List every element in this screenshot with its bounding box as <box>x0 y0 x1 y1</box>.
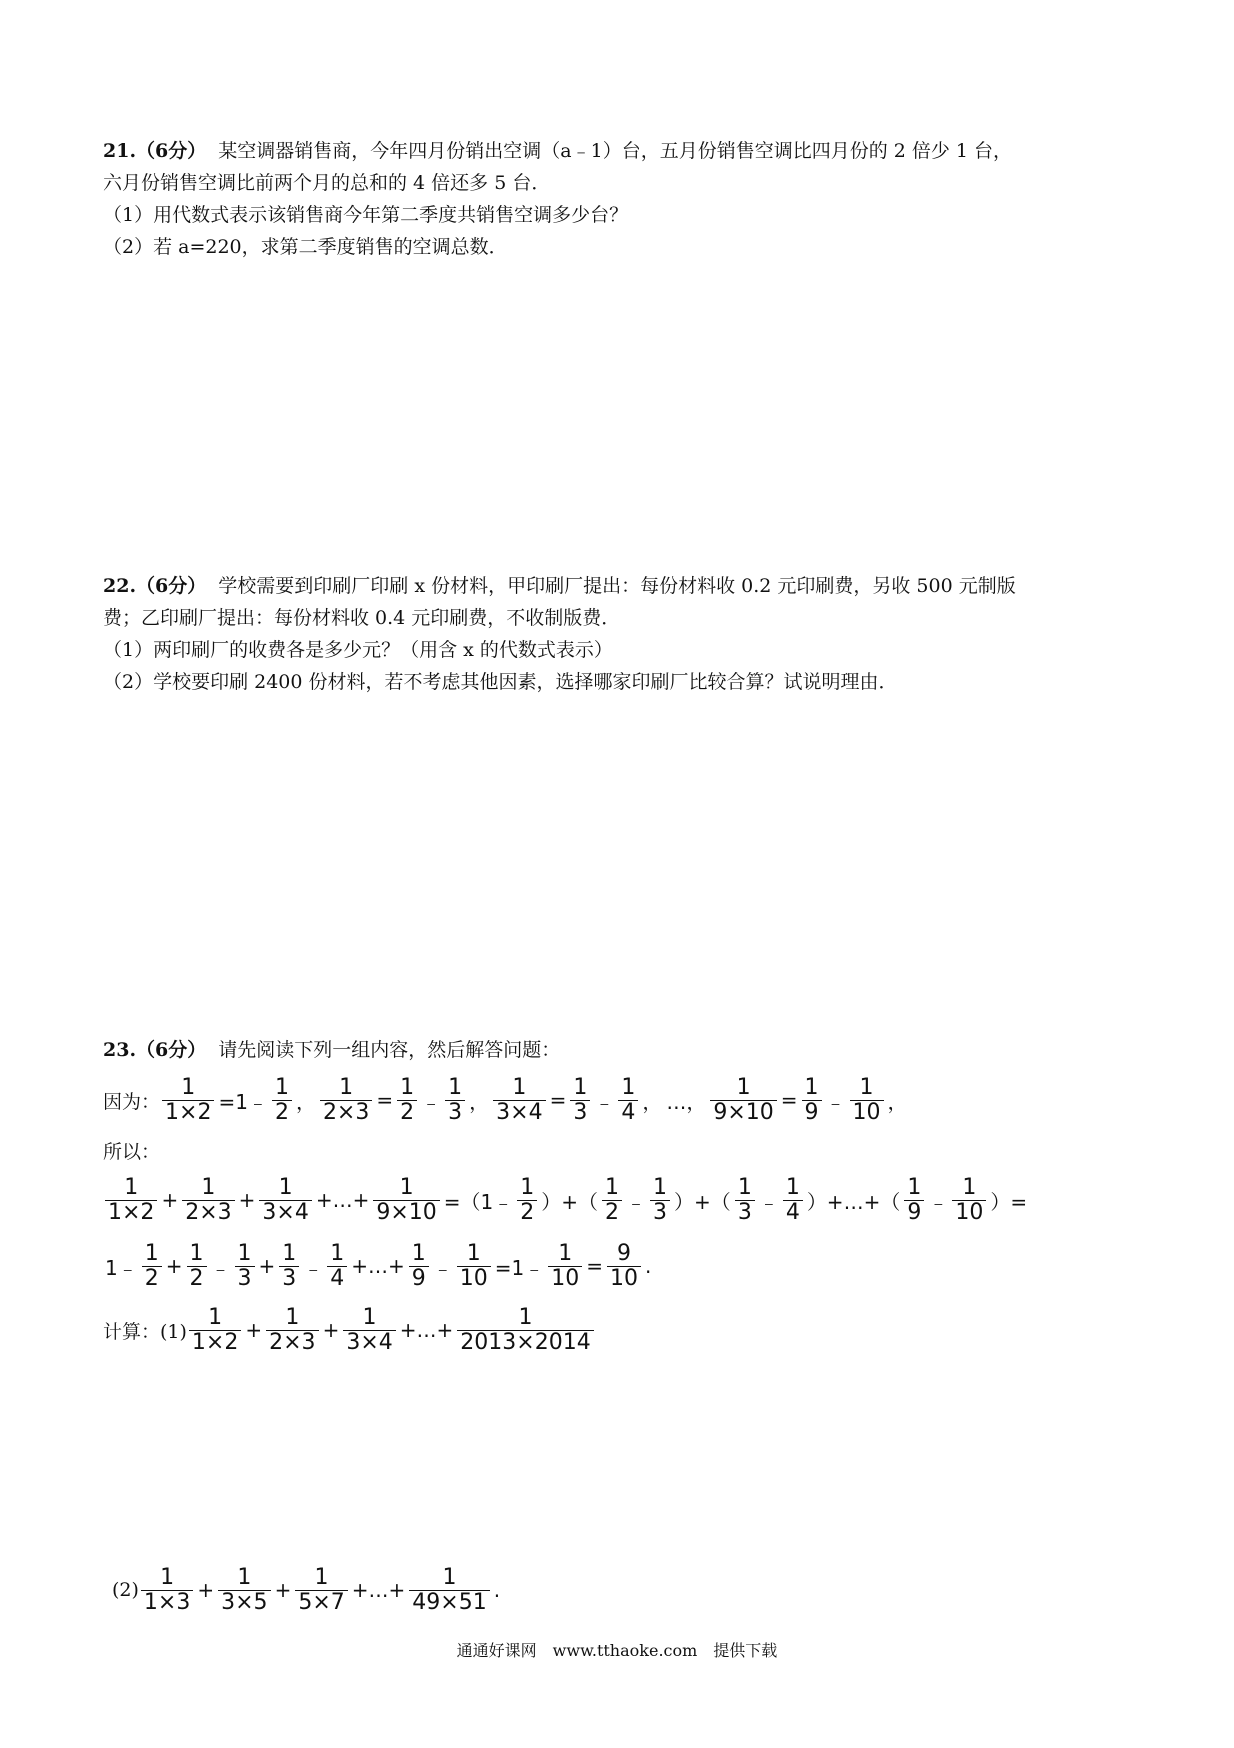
sub-question-1: （1）两印刷厂的收费各是多少元？（用含 x 的代数式表示） <box>103 639 613 661</box>
fraction: $\frac{1}{3\times 5}$ <box>218 1566 270 1615</box>
fraction: $\frac{1}{3}$ <box>650 1176 670 1225</box>
fraction: $\frac{1}{4}$ <box>618 1076 638 1125</box>
fraction: $\frac{1}{1\times 3}$ <box>141 1566 193 1615</box>
fraction: $\frac{1}{10}$ <box>850 1076 884 1125</box>
fraction: $\frac{1}{3}$ <box>445 1076 465 1125</box>
question-text: 费；乙印刷厂提出：每份材料收 0.4 元印刷费，不收制版费． <box>103 607 621 629</box>
calc-part-2: (2) $\frac{1}{1\times 3}$ + $\frac{1}{3\times 5}$ + $\frac{1}{5\times 7}$ +…+ $\frac{1}{49\times 51}$ . <box>112 1564 501 1615</box>
sub-question-1: （1）用代数式表示该销售商今年第二季度共销售空调多少台？ <box>103 204 629 226</box>
fraction: $\frac{1}{2}$ <box>602 1176 622 1225</box>
sub-question-2: （2）若 a=220，求第二季度销售的空调总数． <box>103 236 508 258</box>
fraction: $\frac{1}{3\times 4}$ <box>493 1076 545 1125</box>
question-number: 21.（6分） <box>103 140 207 162</box>
calc-part-1: 计算：(1) $\frac{1}{1\times 2}$ + $\frac{1}{2\times 3}$ + $\frac{1}{3\times 4}$ +…+ $\frac{1}{2013\times 2014}$ <box>103 1300 596 1360</box>
fraction: $\frac{1}{3}$ <box>735 1176 755 1225</box>
fraction: $\frac{1}{9\times 10}$ <box>710 1076 776 1125</box>
so-label: 所以： <box>103 1141 161 1163</box>
fraction: $\frac{1}{9}$ <box>802 1076 822 1125</box>
part2-label: (2) <box>112 1579 139 1601</box>
fraction: $\frac{1}{9}$ <box>409 1242 429 1291</box>
so-line <box>103 1136 1143 1168</box>
fraction: $\frac{1}{10}$ <box>548 1242 582 1291</box>
fraction: $\frac{1}{1\times 2}$ <box>162 1076 214 1125</box>
fraction: $\frac{1}{2}$ <box>142 1242 162 1291</box>
fraction: $\frac{1}{3}$ <box>570 1076 590 1125</box>
question-text: 某空调器销售商，今年四月份销出空调（a﹣1）台，五月份销售空调比四月份的 2 倍少 1 台， <box>218 140 1013 162</box>
fraction: $\frac{1}{1\times 2}$ <box>105 1176 157 1225</box>
question-number: 23.（6分） <box>103 1039 207 1061</box>
fraction: $\frac{1}{3}$ <box>235 1242 255 1291</box>
fraction: $\frac{1}{9\times 10}$ <box>373 1176 439 1225</box>
question-number: 22.（6分） <box>103 575 207 597</box>
fraction: $\frac{1}{5\times 7}$ <box>295 1566 347 1615</box>
question-text: 请先阅读下列一组内容，然后解答问题： <box>218 1039 561 1061</box>
fraction: $\frac{1}{4}$ <box>783 1176 803 1225</box>
sub-question-2: （2）学校要印刷 2400 份材料，若不考虑其他因素，选择哪家印刷厂比较合算？试说明理由． <box>103 671 898 693</box>
fraction: $\frac{1}{10}$ <box>457 1242 491 1291</box>
fraction: $\frac{1}{2\times 3}$ <box>182 1176 234 1225</box>
fraction: $\frac{1}{2}$ <box>187 1242 207 1291</box>
question-text: 六月份销售空调比前两个月的总和的 4 倍还多 5 台． <box>103 172 551 194</box>
fraction: $\frac{1}{3\times 4}$ <box>259 1176 311 1225</box>
question-text: 学校需要到印刷厂印刷 x 份材料，甲印刷厂提出：每份材料收 0.2 元印刷费，另收 500 元制版 <box>218 575 1016 597</box>
footer-text: 通通好课网 www.tthaoke.com 提供下载 <box>456 1641 778 1660</box>
question-22 <box>103 570 1143 698</box>
fraction: $\frac{1}{2}$ <box>517 1176 537 1225</box>
fraction: $\frac{1}{2}$ <box>397 1076 417 1125</box>
fraction: $\frac{1}{3\times 4}$ <box>343 1306 395 1355</box>
question-21 <box>103 135 1143 263</box>
sum-line: $\frac{1}{1\times 2}$ + $\frac{1}{2\times 3}$ + $\frac{1}{3\times 4}$ +…+ $\frac{1}{9\times 10}$ =（1﹣ $\frac{1}{2}$ ）+（ $\frac{1}{2}$ ﹣ $\frac{1}{3}$ ）+（ $\frac{1}{3}$ ﹣ $\frac{1}{4}$ ）+…+（ $\frac{1}{9}$ ﹣ $\frac{1}{10}$ ）= <box>103 1170 1029 1230</box>
calc-label: 计算：(1) <box>103 1320 187 1343</box>
expansion-line: 1﹣ $\frac{1}{2}$ + $\frac{1}{2}$ ﹣ $\frac{1}{3}$ + $\frac{1}{3}$ ﹣ $\frac{1}{4}$ +…+ $\frac{1}{9}$ ﹣ $\frac{1}{10}$ =1﹣ $\frac{1}{10}$ = $\frac{9}{10}$ . <box>105 1240 652 1291</box>
fraction: $\frac{1}{10}$ <box>952 1176 986 1225</box>
fraction: $\frac{1}{4}$ <box>327 1242 347 1291</box>
fraction: $\frac{1}{1\times 2}$ <box>189 1306 241 1355</box>
fraction: $\frac{1}{9}$ <box>904 1176 924 1225</box>
fraction: $\frac{1}{2}$ <box>272 1076 292 1125</box>
fraction: $\frac{1}{3}$ <box>279 1242 299 1291</box>
fraction: $\frac{9}{10}$ <box>607 1242 641 1291</box>
because-label: 因为： <box>103 1090 161 1113</box>
because-line: 因为： $\frac{1}{1\times 2}$ =1﹣ $\frac{1}{2}$ ， $\frac{1}{2\times 3}$ = $\frac{1}{2}$ ﹣ $\frac{1}{3}$ ， $\frac{1}{3\times 4}$ = $\frac{1}{3}$ ﹣ $\frac{1}{4}$ ， …， $\frac{1}{9\times 10}$ = $\frac{1}{9}$ ﹣ $\frac{1}{10}$ ， <box>103 1074 908 1125</box>
fraction: $\frac{1}{49\times 51}$ <box>409 1566 489 1615</box>
question-23 <box>103 1034 1143 1066</box>
fraction: $\frac{1}{2013\times 2014}$ <box>457 1306 593 1355</box>
fraction: $\frac{1}{2\times 3}$ <box>320 1076 372 1125</box>
fraction: $\frac{1}{2\times 3}$ <box>266 1306 318 1355</box>
